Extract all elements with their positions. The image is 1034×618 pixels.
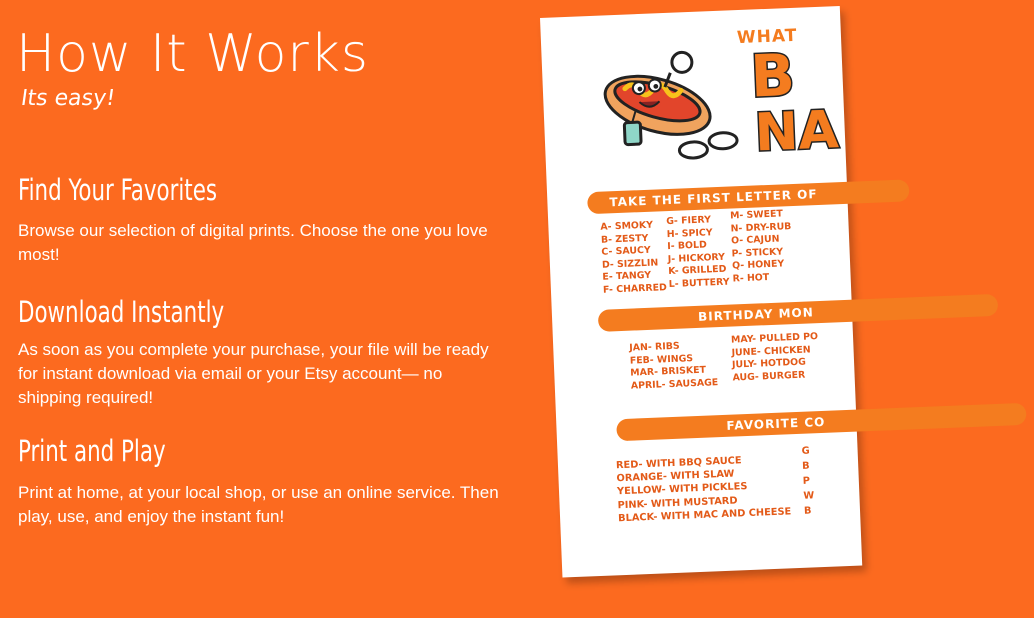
poster-top-text: WHAT — [736, 25, 798, 49]
poster-letter-item: J- HICKORY — [667, 251, 726, 265]
poster-color-item: B — [803, 505, 812, 517]
poster-band-favorite-color: FAVORITE CO — [616, 403, 1027, 441]
poster-letter-item: C- SAUCY — [601, 244, 651, 258]
poster-color-item: ORANGE- WITH SLAW — [616, 468, 735, 485]
poster-letter-item: E- TANGY — [602, 270, 652, 284]
page-subtitle: Its easy! — [19, 86, 117, 111]
poster-color-item: P — [802, 475, 811, 487]
section-heading-print: Print and Play — [18, 434, 166, 468]
poster-letter-item: H- SPICY — [666, 226, 713, 240]
poster-letter-item: B- ZESTY — [600, 232, 649, 246]
poster-letters-col-1 — [600, 219, 667, 297]
poster-months-col-2 — [731, 331, 820, 385]
poster-color-item: RED- WITH BBQ SAUCE — [615, 455, 742, 472]
section-body-find: Browse our selection of digital prints. Choose the one you love most! — [18, 221, 488, 264]
poster-month-item: JULY- HOTDOG — [731, 356, 807, 371]
poster-colors-col-2 — [801, 443, 815, 518]
poster-letter-item: O- CAJUN — [730, 233, 780, 247]
poster-color-item: G — [801, 445, 810, 457]
poster-letter-item: L- BUTTERY — [668, 276, 730, 291]
poster-month-item: MAR- BRISKET — [630, 364, 707, 379]
poster-band-first-letter: TAKE THE FIRST LETTER OF — [587, 179, 910, 214]
section-body-print: Print at home, at your local shop, or use an online service. Then play, use, and enjoy the instant fun! — [18, 483, 499, 526]
poster-band-birthday: BIRTHDAY MON — [598, 294, 999, 332]
poster-big-letter-1: B — [749, 40, 797, 111]
poster-letter-item: F- CHARRED — [602, 282, 668, 296]
poster-months-col-1 — [629, 339, 718, 393]
poster-sheet — [540, 6, 862, 578]
poster-letters-col-3 — [730, 208, 794, 286]
poster-color-item: B — [801, 460, 810, 472]
poster-month-item: FEB- WINGS — [629, 352, 694, 367]
poster-letter-item: Q- HONEY — [731, 258, 785, 272]
page-title: How It Works — [16, 24, 369, 84]
poster-month-item: AUG- BURGER — [732, 369, 806, 384]
poster-preview — [540, 6, 864, 618]
poster-color-item: YELLOW- WITH PICKLES — [616, 481, 748, 498]
poster-color-item: PINK- WITH MUSTARD — [617, 495, 738, 511]
poster-letter-item: D- SIZZLIN — [601, 257, 659, 271]
poster-letter-item: P- STICKY — [731, 246, 784, 260]
poster-letter-item: M- SWEET — [729, 208, 784, 222]
poster-colors-col-1 — [616, 452, 792, 525]
poster-color-item: W — [803, 490, 815, 502]
poster-month-item: JUNE- CHICKEN — [731, 344, 811, 359]
section-heading-find: Find Your Favorites — [18, 173, 218, 207]
poster-letter-item: K- GRILLED — [668, 264, 727, 278]
poster-letter-item: I- BOLD — [667, 239, 707, 253]
poster-color-item: BLACK- WITH MAC AND CHEESE — [617, 506, 792, 525]
hotdog-mascot-illustration — [577, 39, 762, 166]
poster-month-item: APRIL- SAUSAGE — [630, 376, 719, 392]
poster-letter-item: G- FIERY — [666, 214, 712, 228]
poster-big-letter-2: NA — [753, 100, 840, 164]
poster-letters-col-2 — [666, 214, 730, 292]
poster-month-item: JAN- RIBS — [629, 340, 680, 354]
poster-month-item: MAY- PULLED PO — [730, 331, 819, 346]
poster-letter-item: R- HOT — [732, 271, 770, 285]
section-heading-download: Download Instantly — [18, 295, 225, 329]
section-body-download: As soon as you complete your purchase, your file will be ready for instant download via email or your Etsy account— no shipping required! — [18, 340, 489, 407]
poster-letter-item: N- DRY-RUB — [730, 220, 792, 235]
poster-letter-item: A- SMOKY — [600, 219, 654, 233]
